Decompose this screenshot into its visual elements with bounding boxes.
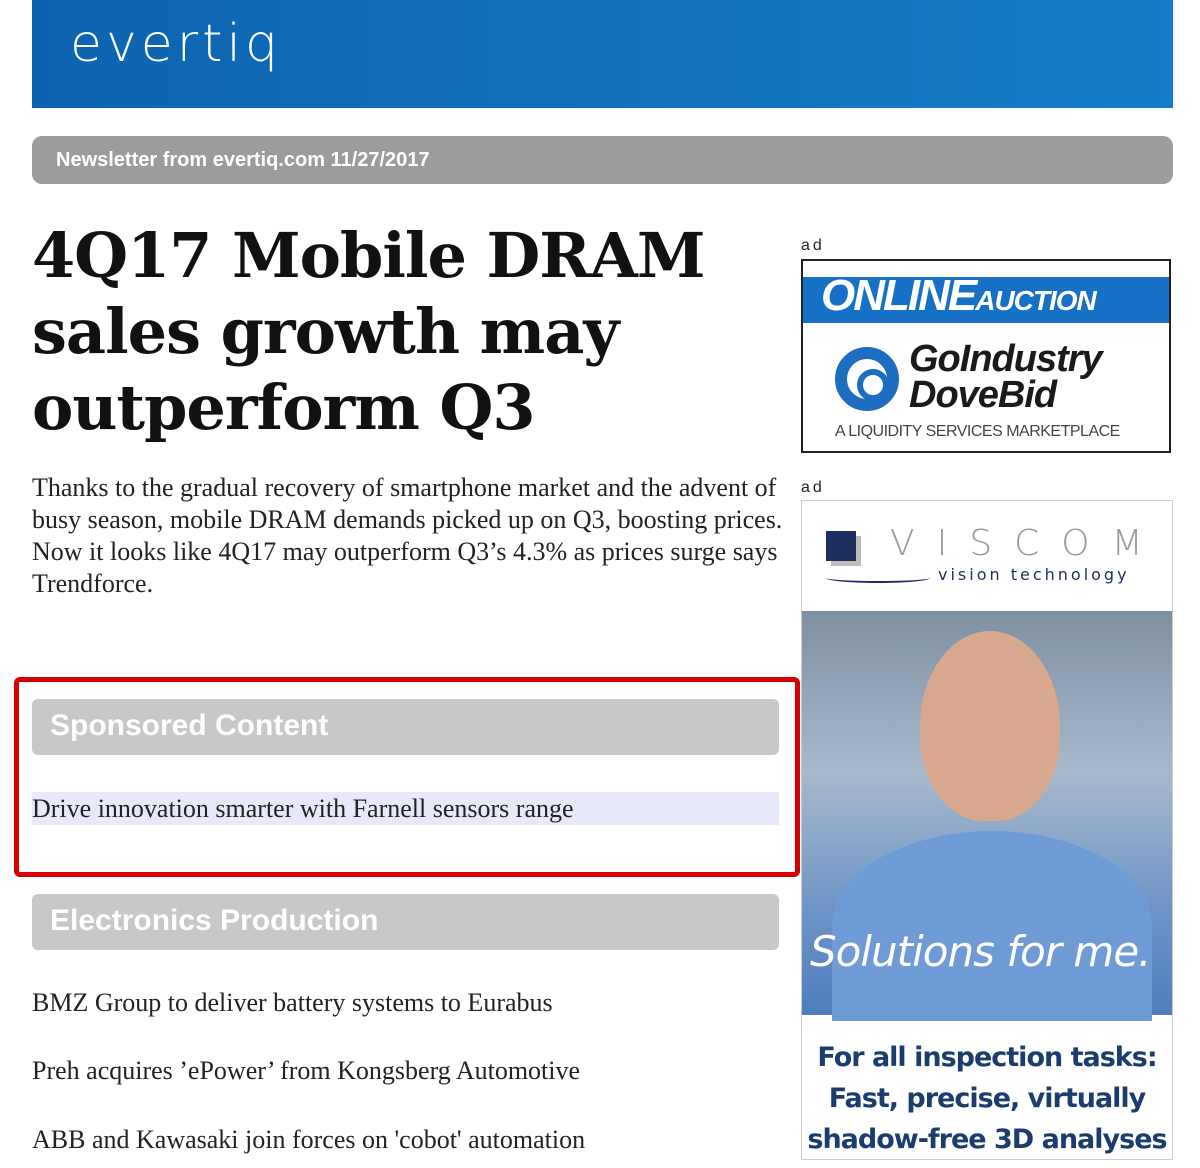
person-face xyxy=(920,631,1060,821)
evertiq-logo[interactable]: evertiq xyxy=(70,14,282,74)
header-banner xyxy=(32,0,1173,108)
ad-brand: GoIndustry DoveBid xyxy=(909,338,1102,416)
ad-brand: VISCOM xyxy=(890,523,1165,564)
newsletter-date-bar xyxy=(32,136,1173,184)
ad-subtitle: vision technology xyxy=(938,565,1130,584)
ad-label: ad xyxy=(801,237,825,254)
section-title: Sponsored Content xyxy=(50,709,329,742)
news-link[interactable]: ABB and Kawasaki join forces on 'cobot' automation xyxy=(32,1125,586,1154)
section-header-electronics xyxy=(32,894,779,950)
ad-text: For all inspection tasks: Fast, precise, virtually shadow-free 3D analyses xyxy=(807,1042,1167,1155)
article-headline[interactable]: 4Q17 Mobile DRAM sales growth may outperform Q3 xyxy=(32,219,705,444)
news-link[interactable]: BMZ Group to deliver battery systems to Eurabus xyxy=(32,988,553,1017)
article-lead: Thanks to the gradual recovery of smartphone market and the advent of busy season, mobile DRAM demands picked up on Q3, boosting prices. Now it looks like 4Q17 may outperform Q3’s 4.3% as prices surge says Trendforce. xyxy=(32,473,783,598)
goindustry-logo-icon xyxy=(835,347,899,411)
section-header-sponsored xyxy=(32,699,779,755)
viscom-logo-icon xyxy=(826,531,856,561)
ad-label: ad xyxy=(801,479,825,496)
ad-tagline: A LIQUIDITY SERVICES MARKETPLACE xyxy=(835,423,1120,440)
person-shirt xyxy=(832,831,1152,1021)
ad-slogan: Solutions for me. xyxy=(810,927,1151,976)
ad-online-text: ONLINEAUCTION xyxy=(821,271,1096,320)
newsletter-date-text: Newsletter from evertiq.com 11/27/2017 xyxy=(56,149,430,171)
viscom-ad[interactable] xyxy=(801,500,1173,1160)
swoosh-icon xyxy=(826,573,930,583)
ad-photo xyxy=(802,611,1172,1015)
sponsored-link[interactable]: Drive innovation smarter with Farnell sensors range xyxy=(32,792,779,825)
news-link[interactable]: Preh acquires ’ePower’ from Kongsberg Automotive xyxy=(32,1056,581,1085)
goindustry-ad[interactable] xyxy=(801,259,1171,453)
section-title: Electronics Production xyxy=(50,904,379,937)
